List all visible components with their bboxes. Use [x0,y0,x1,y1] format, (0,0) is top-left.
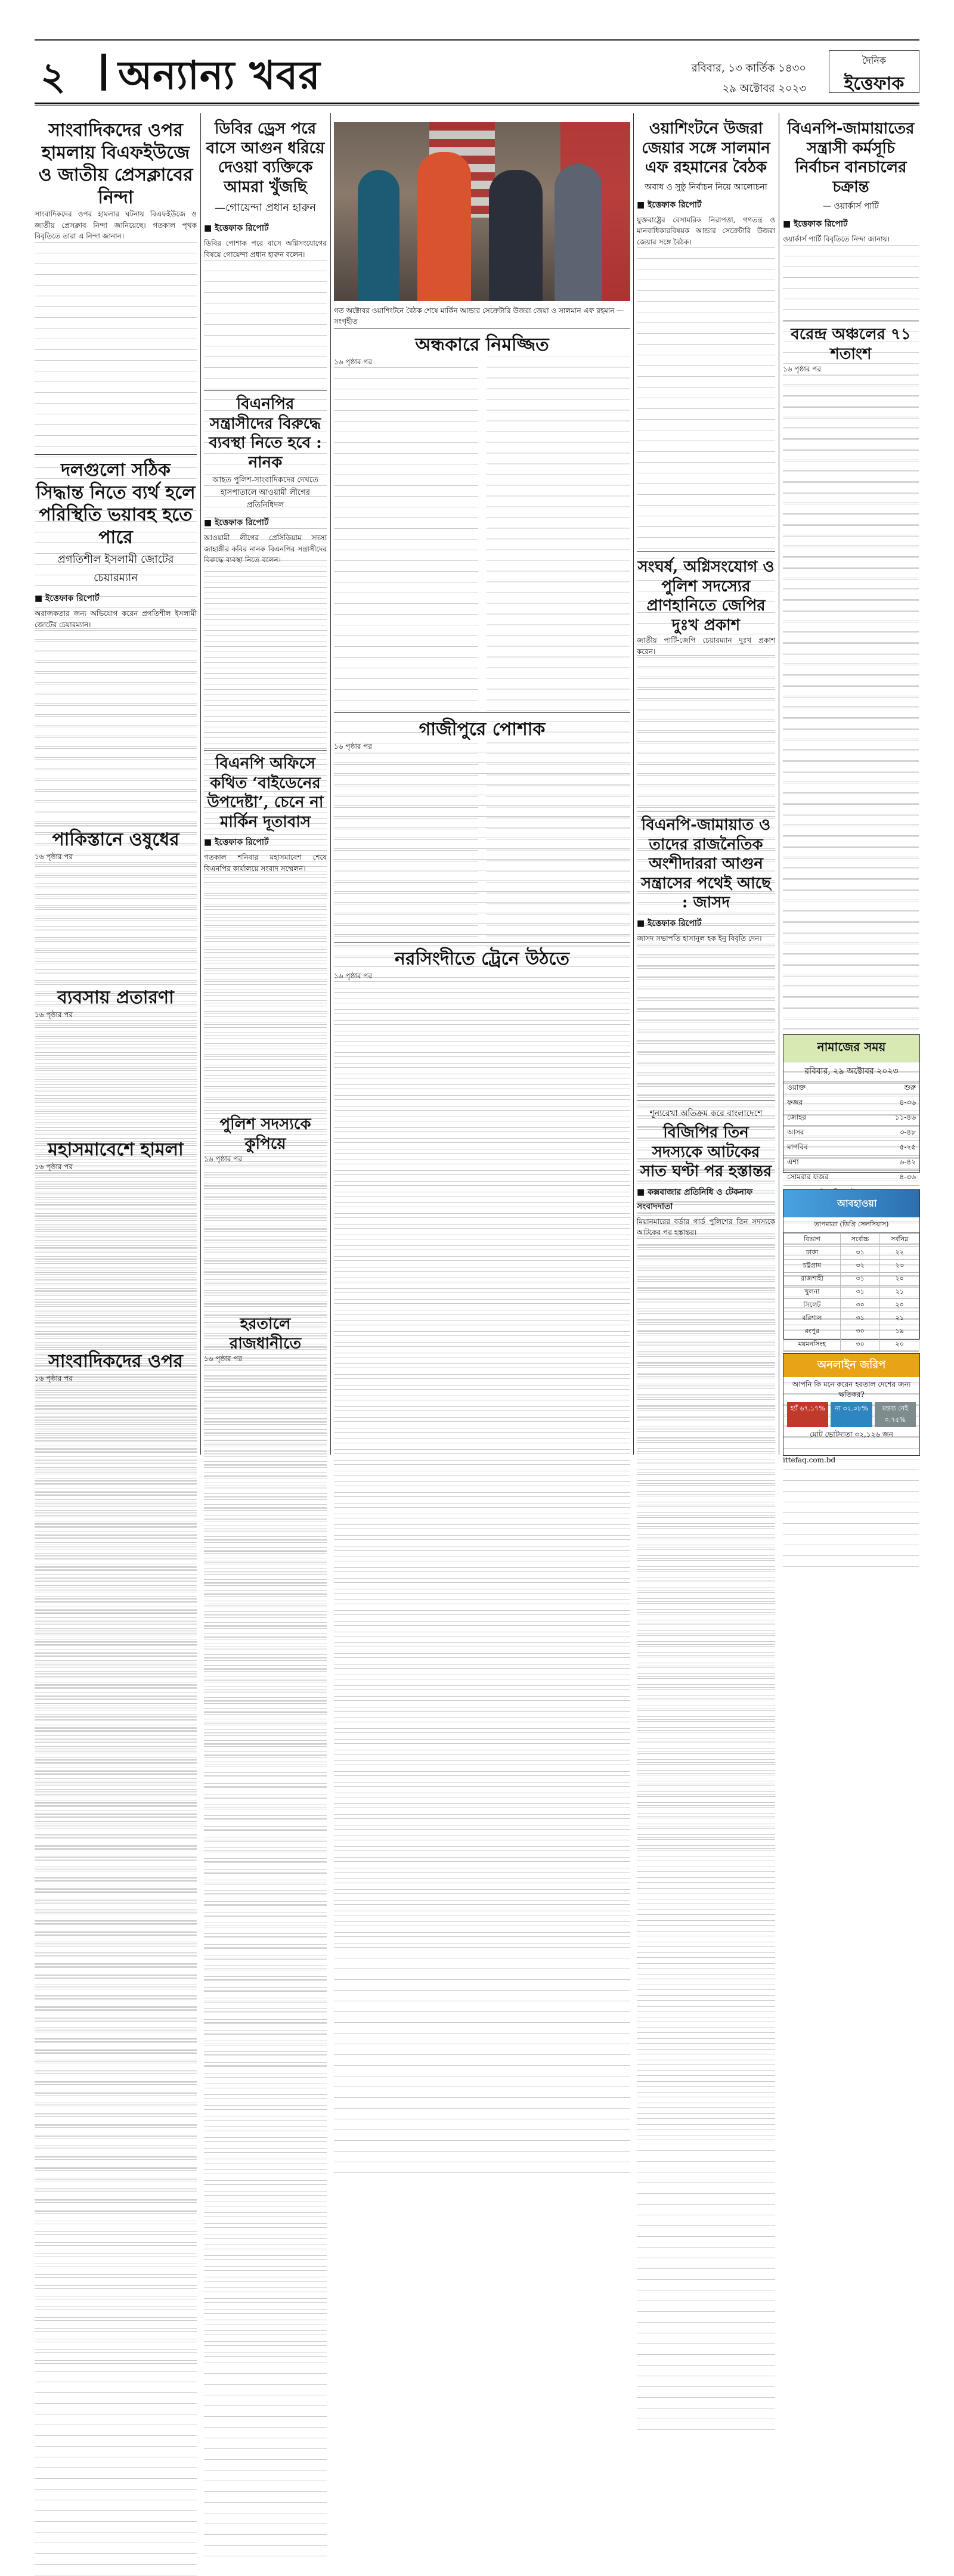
column-divider [330,113,331,1455]
story-divider [204,390,327,391]
story-body: জাতীয় পার্টি-জেপি চেয়ারম্যান দুঃখ প্রকাশ করেন। [637,635,775,1849]
weather-cell: ময়মনসিংহ [784,1338,841,1351]
byline: ■ ইত্তেফাক রিপোর্ট [637,916,775,931]
story-divider [204,750,327,751]
headline: পাকিস্তানে ওষুধের [35,829,197,851]
prayer-time: ৩-৪৮ [869,1126,919,1141]
subheadline: অবাধ ও সুষ্ঠু নির্বাচন নিয়ে আলোচনা [637,180,775,194]
photo-caption: গত অক্টোবর ওয়াশিংটনে বৈঠক শেষে মার্কিন আন্ডার সেক্রেটারি উজরা জেয়া ও সালমান এফ রহমান —সংগৃহীত [334,305,630,327]
dateline [692,58,806,99]
story-body: সাংবাদিকদের ওপর হামলার ঘটনায় বিএফইউজে ও জাতীয় প্রেসক্লাব নিন্দা জানিয়েছে। গতকাল পৃথক বিবৃতিতে তারা এ নিন্দা জানান। [35,209,197,1434]
story-uzra-zeya [637,119,775,548]
story-body: ১৬ পৃষ্ঠার পর [35,1009,197,2213]
subheadline: প্রগতিশীল ইসলামী জোটের চেয়ারম্যান [35,551,197,588]
weather-cell: ৩১ [840,1312,880,1325]
story-body: অরাজকতার জন্য অভিযোগ করেন প্রগতিশীল ইসলামী জোটের চেয়ারম্যান। [35,608,197,1822]
prayer-row [783,1156,919,1171]
person-figure [555,164,602,301]
story-body: জাসদ সভাপতি হাসানুল হক ইনু বিবৃতি দেন। [637,933,775,2137]
headline: ডিবির ড্রেস পরে বাসে আগুন ধরিয়ে দেওয়া ব্যক্তিকে আমরা খুঁজছি [204,119,327,197]
story-body: ১৬ পৃষ্ঠার পর [35,851,197,2055]
story-hartal-capital [204,1315,327,1455]
story-gazipur [334,718,630,939]
story-body: আওয়ামী লীগের প্রেসিডিয়াম সদস্য জাহাঙ্গীর কবির নানক বিএনপির সন্ত্রাসীদের বিরুদ্ধে ব্যবস্থা নিতে বলেন। [204,532,327,1758]
story-journalists-attack [35,119,197,450]
poll-option: মন্তব্য নেই ০.৭৫% [875,1402,916,1427]
masthead-divider [101,54,106,91]
story-barind [783,325,919,1028]
story-nanak [204,395,327,746]
person-figure [358,170,399,301]
story-db-dress-bus-fire [204,119,327,388]
byline: ■ ইত্তেফাক রিপোর্ট [637,198,775,212]
prayer-name: এশা [783,1156,869,1171]
story-body: ১৬ পৃষ্ঠার পর [334,971,630,2174]
story-body: মিয়ানমারের বর্ডার গার্ড পুলিশের তিন সদস্যকে আটকের পর হস্তান্তর। [637,1216,775,2431]
story-body: ১৬ পৃষ্ঠার পর [783,364,919,1567]
weather-cell: ২০ [880,1338,919,1351]
headline: বিএনপির সন্ত্রাসীদের বিরুদ্ধে ব্যবস্থা নিতে হবে : নানক [204,395,327,472]
weather-cell: ২১ [880,1286,919,1299]
headline: বিজিপির তিন সদস্যকে আটকের সাত ঘণ্টা পর হস্তান্তর [637,1123,775,1182]
prayer-time: ৪-৩৬ [869,1171,919,1186]
headline: সাংবাদিকদের ওপর হামলায় বিএফইউজে ও জাতীয় প্রেসক্লাবের নিন্দা [35,119,197,209]
prayer-date: রবিবার, ২৯ অক্টোবর ২০২৩ [783,1062,919,1081]
story-divider [637,1100,775,1101]
prayer-title: নামাজের সময় [783,1035,919,1062]
story-rally-attack [35,1139,197,1347]
byline: ■ কক্সবাজার প্রতিনিধি ও টেকনাফ সংবাদদাতা [637,1185,775,1214]
weather-row [784,1338,919,1351]
story-body: ১৬ পৃষ্ঠার পর [35,1161,197,2365]
prayer-time: শুরু [869,1081,919,1096]
website-link[interactable]: ittefaq.com.bd [783,1456,835,1464]
prayer-row [783,1126,919,1141]
prayer-row [783,1081,919,1096]
headline: সংঘর্ষ, অগ্নিসংযোগ ও পুলিশ সদস্যের প্রাণহানিতে জেপির দুঃখ প্রকাশ [637,557,775,635]
date-bangla: রবিবার, ১৩ কার্তিক ১৪৩০ [692,58,806,79]
prayer-name: সোমবার ফজর [783,1171,869,1186]
weather-cell: ৩১ [840,1247,880,1260]
weather-cell: চট্টগ্রাম [784,1260,841,1273]
headline: বিএনপি-জামায়াত ও তাদের রাজনৈতিক অংশীদাররা আগুন সন্ত্রাসের পথেই আছে : জাসদ [637,816,775,913]
headline: মহাসমাবেশে হামলা [35,1139,197,1161]
weather-cell: ২১ [880,1312,919,1325]
kicker: শূন্যরেখা অতিক্রম করে বাংলাদেশে [637,1106,775,1121]
headline: নরসিংদীতে ট্রেনে উঠতে [334,948,630,971]
weather-cell: ৩০ [840,1299,880,1312]
weather-header: সর্বোচ্চ [840,1233,880,1247]
headline: বরেন্দ্র অঞ্চলের ৭১ শতাংশ [783,325,919,364]
prayer-row [783,1096,919,1111]
weather-cell: ৩২ [840,1260,880,1273]
byline: ■ ইত্তেফাক রিপোর্ট [783,217,919,231]
subheadline: —গোয়েন্দা প্রধান হারুন [204,199,327,218]
headline: গাজীপুরে পোশাক [334,718,630,741]
poll-results [783,1402,919,1427]
byline: ■ ইত্তেফাক রিপোর্ট [204,221,327,235]
masthead-rule [35,103,919,104]
poll-question: আপনি কি মনে করেন হরতাল দেশের জন্য ক্ষতিকর? [783,1377,919,1402]
story-divider [35,454,197,455]
weather-row [784,1299,919,1312]
story-journalists-continued [35,1350,197,1455]
poll-title: অনলাইন জরিপ [783,1354,919,1377]
story-body: ১৬ পৃষ্ঠার পর [204,1154,327,2357]
person-figure [489,170,543,301]
story-darkness [334,334,630,709]
story-body: ১৬ পৃষ্ঠার পর [204,1353,327,2557]
story-body: ১৬ পৃষ্ঠার পর [334,741,630,1945]
story-body: ১৬ পৃষ্ঠার পর [334,357,630,958]
weather-cell: খুলনা [784,1286,841,1299]
weather-subtitle: তাপমাত্রা (ডিগ্রি সেলসিয়াস) [783,1217,919,1233]
ittefaq-logo [829,50,919,93]
story-body: যুক্তরাষ্ট্রের বেসামরিক নিরাপত্তা, গণতন্ত্র ও মানবাধিকারবিষয়ক আন্ডার সেক্রেটারি উজরা জেয়ার সঙ্গে বৈঠক। [637,215,775,1440]
masthead [35,42,919,101]
story-police-stabbed [204,1115,327,1312]
prayer-name: জোহর [783,1111,869,1126]
prayer-name: আসর [783,1126,869,1141]
column-divider [200,113,201,1455]
story-jasod [637,816,775,1096]
column-divider [633,113,634,1455]
weather-cell: ২৩ [880,1260,919,1273]
headline: অন্ধকারে নিমজ্জিত [334,334,630,357]
weather-row [784,1286,919,1299]
weather-row [784,1325,919,1338]
weather-row [784,1273,919,1286]
headline: বিএনপি অফিসে কথিত ‘বাইডেনের উপদেষ্টা’, চেনে না মার্কিন দূতাবাস [204,754,327,832]
story-body: ডিবির পোশাক পরে বাসে অগ্নিসংযোগের বিষয়ে গোয়েন্দা প্রধান হারুন বলেন। [204,238,327,1452]
prayer-name: ওয়াক্ত [783,1081,869,1096]
headline: ওয়াশিংটনে উজরা জেয়ার সঙ্গে সালমান এফ রহমানের বৈঠক [637,119,775,178]
section-title: অন্যান্য খবর [118,45,321,111]
weather-cell: ২০ [880,1299,919,1312]
weather-header: বিভাগ [784,1233,841,1247]
byline: ■ ইত্তেফাক রিপোর্ট [204,835,327,850]
logo-name: ইত্তেফাক [829,69,919,100]
weather-cell: ৩০ [840,1325,880,1338]
subheadline: — ওয়ার্কার্স পার্টি [783,199,919,213]
prayer-name: ফজর [783,1096,869,1111]
prayer-row [783,1171,919,1186]
weather-cell: ২২ [880,1247,919,1260]
story-business-fraud [35,987,197,1136]
poll-total: মোট ভোটদাতা ৩২,১২৬ জন [783,1427,919,1442]
page-number: ২ [41,48,66,111]
story-divider [334,942,630,943]
weather-cell: ২০ [880,1273,919,1286]
weather-row [784,1312,919,1325]
weather-cell: রাজশাহী [784,1273,841,1286]
prayer-time: ৬-৪২ [869,1156,919,1171]
byline: ■ ইত্তেফাক রিপোর্ট [35,591,197,606]
prayer-table [783,1081,919,1186]
story-body: গতকাল শনিবার মহাসমাবেশ শেষে বিএনপির কার্যালয়ে সংবাদ সম্মেলন। [204,852,327,2066]
subheadline: আহত পুলিশ-সাংবাদিকদের দেখতে হাসপাতালে আওয়ামী লীগের প্রতিনিধিদল [204,475,327,512]
story-parties-decision [35,459,197,823]
weather-header: সর্বনিম্ন [880,1233,919,1247]
story-narsingdi-train [334,948,630,1455]
weather-row [784,1260,919,1273]
story-divider [334,712,630,713]
weather-cell: রংপুর [784,1325,841,1338]
weather-box [783,1189,920,1340]
byline: ■ ইত্তেফাক রিপোর্ট [204,516,327,530]
meeting-photo [334,122,630,301]
prayer-time: ৫-২৫ [869,1141,919,1156]
prayer-time: ১১-৪৬ [869,1111,919,1126]
weather-table [783,1233,919,1351]
story-divider [637,551,775,552]
headline: দলগুলো সঠিক সিদ্ধান্ত নিতে ব্যর্থ হলে পরিস্থিতি ভয়াবহ হতে পারে [35,459,197,548]
prayer-time: ৪-৩৬ [869,1096,919,1111]
headline: হরতালে রাজধানীতে [204,1315,327,1353]
weather-row [784,1247,919,1260]
online-poll-box [783,1353,920,1456]
prayer-times-box [783,1034,920,1173]
person-figure [417,152,471,301]
prayer-row [783,1141,919,1156]
headline: পুলিশ সদস্যকে কুপিয়ে [204,1115,327,1154]
story-pakistan-medicine [35,829,197,984]
story-jp-regret [637,557,775,808]
date-english: ২৯ অক্টোবর ২০২৩ [692,79,806,99]
story-workers-party [783,119,919,316]
weather-cell: বরিশাল [784,1312,841,1325]
story-body: ১৬ পৃষ্ঠার পর [35,1373,197,2576]
poll-option: হ্যাঁ ৬৭.১৭% [787,1402,828,1427]
weather-title: আবহাওয়া [783,1190,919,1217]
story-bgp-members [637,1104,775,1455]
story-biden-adviser [204,754,327,1112]
poll-option: না ৩২.০৮% [831,1402,872,1427]
weather-cell: ৩১ [840,1273,880,1286]
weather-cell: ৩১ [840,1286,880,1299]
prayer-name: মাগরিব [783,1141,869,1156]
prayer-row [783,1111,919,1126]
weather-cell: ৩০ [840,1338,880,1351]
weather-cell: সিলেট [784,1299,841,1312]
headline: সাংবাদিকদের ওপর [35,1350,197,1373]
logo-small-text: দৈনিক [829,53,919,69]
weather-cell: ঢাকা [784,1247,841,1260]
top-rule [35,39,919,41]
weather-cell: ১৯ [880,1325,919,1338]
story-body: ওয়ার্কার্স পার্টি বিবৃতিতে নিন্দা জানায়। [783,234,919,1437]
headline: বিএনপি-জামায়াতের সন্ত্রাসী কর্মসূচি নির্বাচন বানচালের চক্রান্ত [783,119,919,197]
headline: ব্যবসায় প্রতারণা [35,987,197,1009]
